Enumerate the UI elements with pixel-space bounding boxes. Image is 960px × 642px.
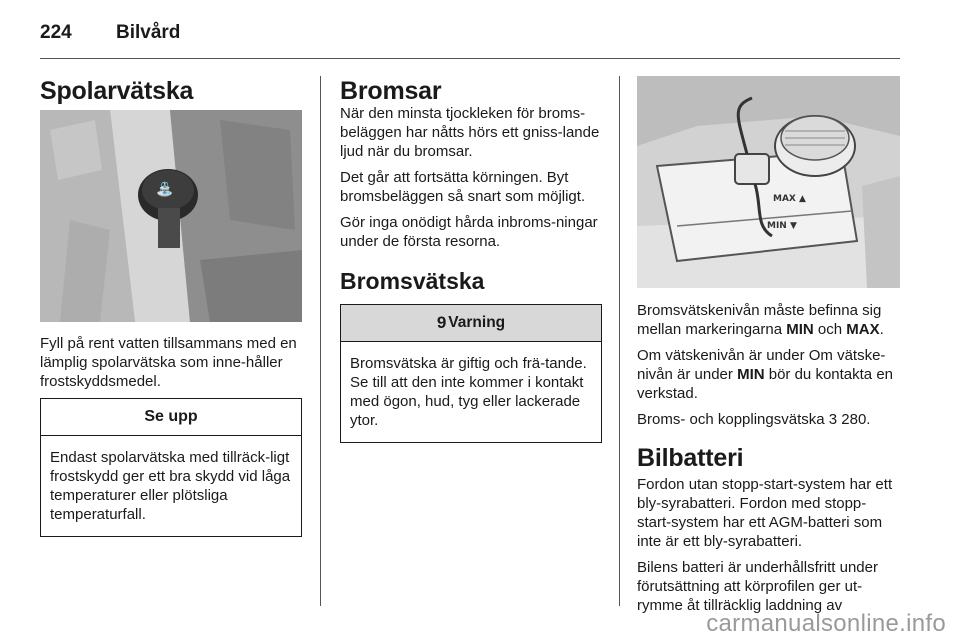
reference-page-number[interactable]: 280. [837, 411, 871, 428]
column-brake-fluid-battery [637, 76, 900, 622]
brakes-paragraph-2: Det går att fortsätta körningen. Byt bromsbeläggen så snart som möjligt. [340, 169, 586, 205]
max-keyword: MAX [846, 321, 880, 338]
level-text-part: och [813, 321, 847, 338]
battery-paragraph-1: Fordon utan stopp-start-system har ett bly-syrabatteri. Fordon med stopp-start-system har ett AGM-batteri som inte är ett bly-syrabatteri. [637, 476, 893, 550]
column-divider-2 [619, 76, 620, 606]
warning-heading-bar [341, 305, 601, 342]
page-section-title: Bilvård [116, 22, 181, 43]
min-marking-label: MIN ▼ [767, 221, 797, 231]
brakes-paragraph-1: När den minsta tjockleken för broms-beläggen har nåtts hörs ett gniss-lande ljud när du bromsar. [340, 105, 600, 160]
level-text-part: Bromsvätskenivån måste befinna sig mellan markeringarna [637, 302, 882, 338]
header-rule [40, 58, 900, 59]
brakes-paragraph-3: Gör inga onödigt hårda inbroms-ningar under de första resorna. [340, 214, 598, 250]
column-brakes [340, 76, 602, 443]
battery-paragraph-2: Bilens batteri är underhållsfritt under förutsättning att körprofilen ger ut-rymme åt tillräcklig laddning av [637, 559, 878, 614]
min-keyword: MIN [737, 366, 765, 383]
brake-fluid-level-text [637, 301, 900, 339]
photo-brake-fluid-reservoir [637, 76, 900, 288]
max-marking-label: MAX ▲ [773, 194, 806, 204]
watermark: carmanualsonline.info [706, 610, 946, 637]
warning-box [340, 304, 602, 443]
photo-washer-reservoir [40, 110, 302, 322]
washer-fluid-body: Fyll på rent vatten tillsammans med en lämplig spolarvätska som inne-håller frostskyddsmedel. [40, 335, 297, 390]
warning-heading: Varning [448, 314, 506, 331]
page-header [40, 20, 900, 60]
caution-heading: Se upp [41, 399, 301, 436]
page-number: 224 [40, 22, 72, 43]
warning-icon: 9 [436, 313, 447, 332]
section-title-battery: Bilbatteri [637, 444, 744, 472]
low-level-text [637, 346, 900, 403]
min-keyword: MIN [786, 321, 814, 338]
low-level-text-part: bör du kontakta en verkstad. [637, 366, 894, 402]
fluid-reference-text [637, 410, 900, 429]
reference-text-part: Broms- och kopplingsvätska [637, 411, 829, 428]
level-text-part: . [879, 321, 884, 338]
column-divider-1 [320, 76, 321, 606]
caution-text: Endast spolarvätska med tillräck-ligt frostskydd ger ett bra skydd vid låga temperaturer eller plötsliga temperaturfall. [50, 449, 291, 523]
warning-text: Bromsvätska är giftig och frä-tande. Se till att den inte kommer i kontakt med ögon, hud, tyg eller lackerade ytor. [350, 355, 587, 429]
column-washer-fluid [40, 76, 302, 537]
caution-box [40, 398, 302, 537]
svg-text:⛲: ⛲ [156, 182, 174, 198]
section-title-washer-fluid: Spolarvätska [40, 77, 194, 105]
subsection-title-brake-fluid: Bromsvätska [340, 268, 485, 294]
low-level-text-part: Om vätskenivån är under Om vätske-nivån är under [637, 347, 886, 383]
section-title-brakes: Bromsar [340, 77, 442, 105]
washer-reservoir-illustration [40, 110, 302, 322]
brake-reservoir-illustration [637, 76, 900, 288]
page-reference-icon: 3 [828, 411, 838, 428]
